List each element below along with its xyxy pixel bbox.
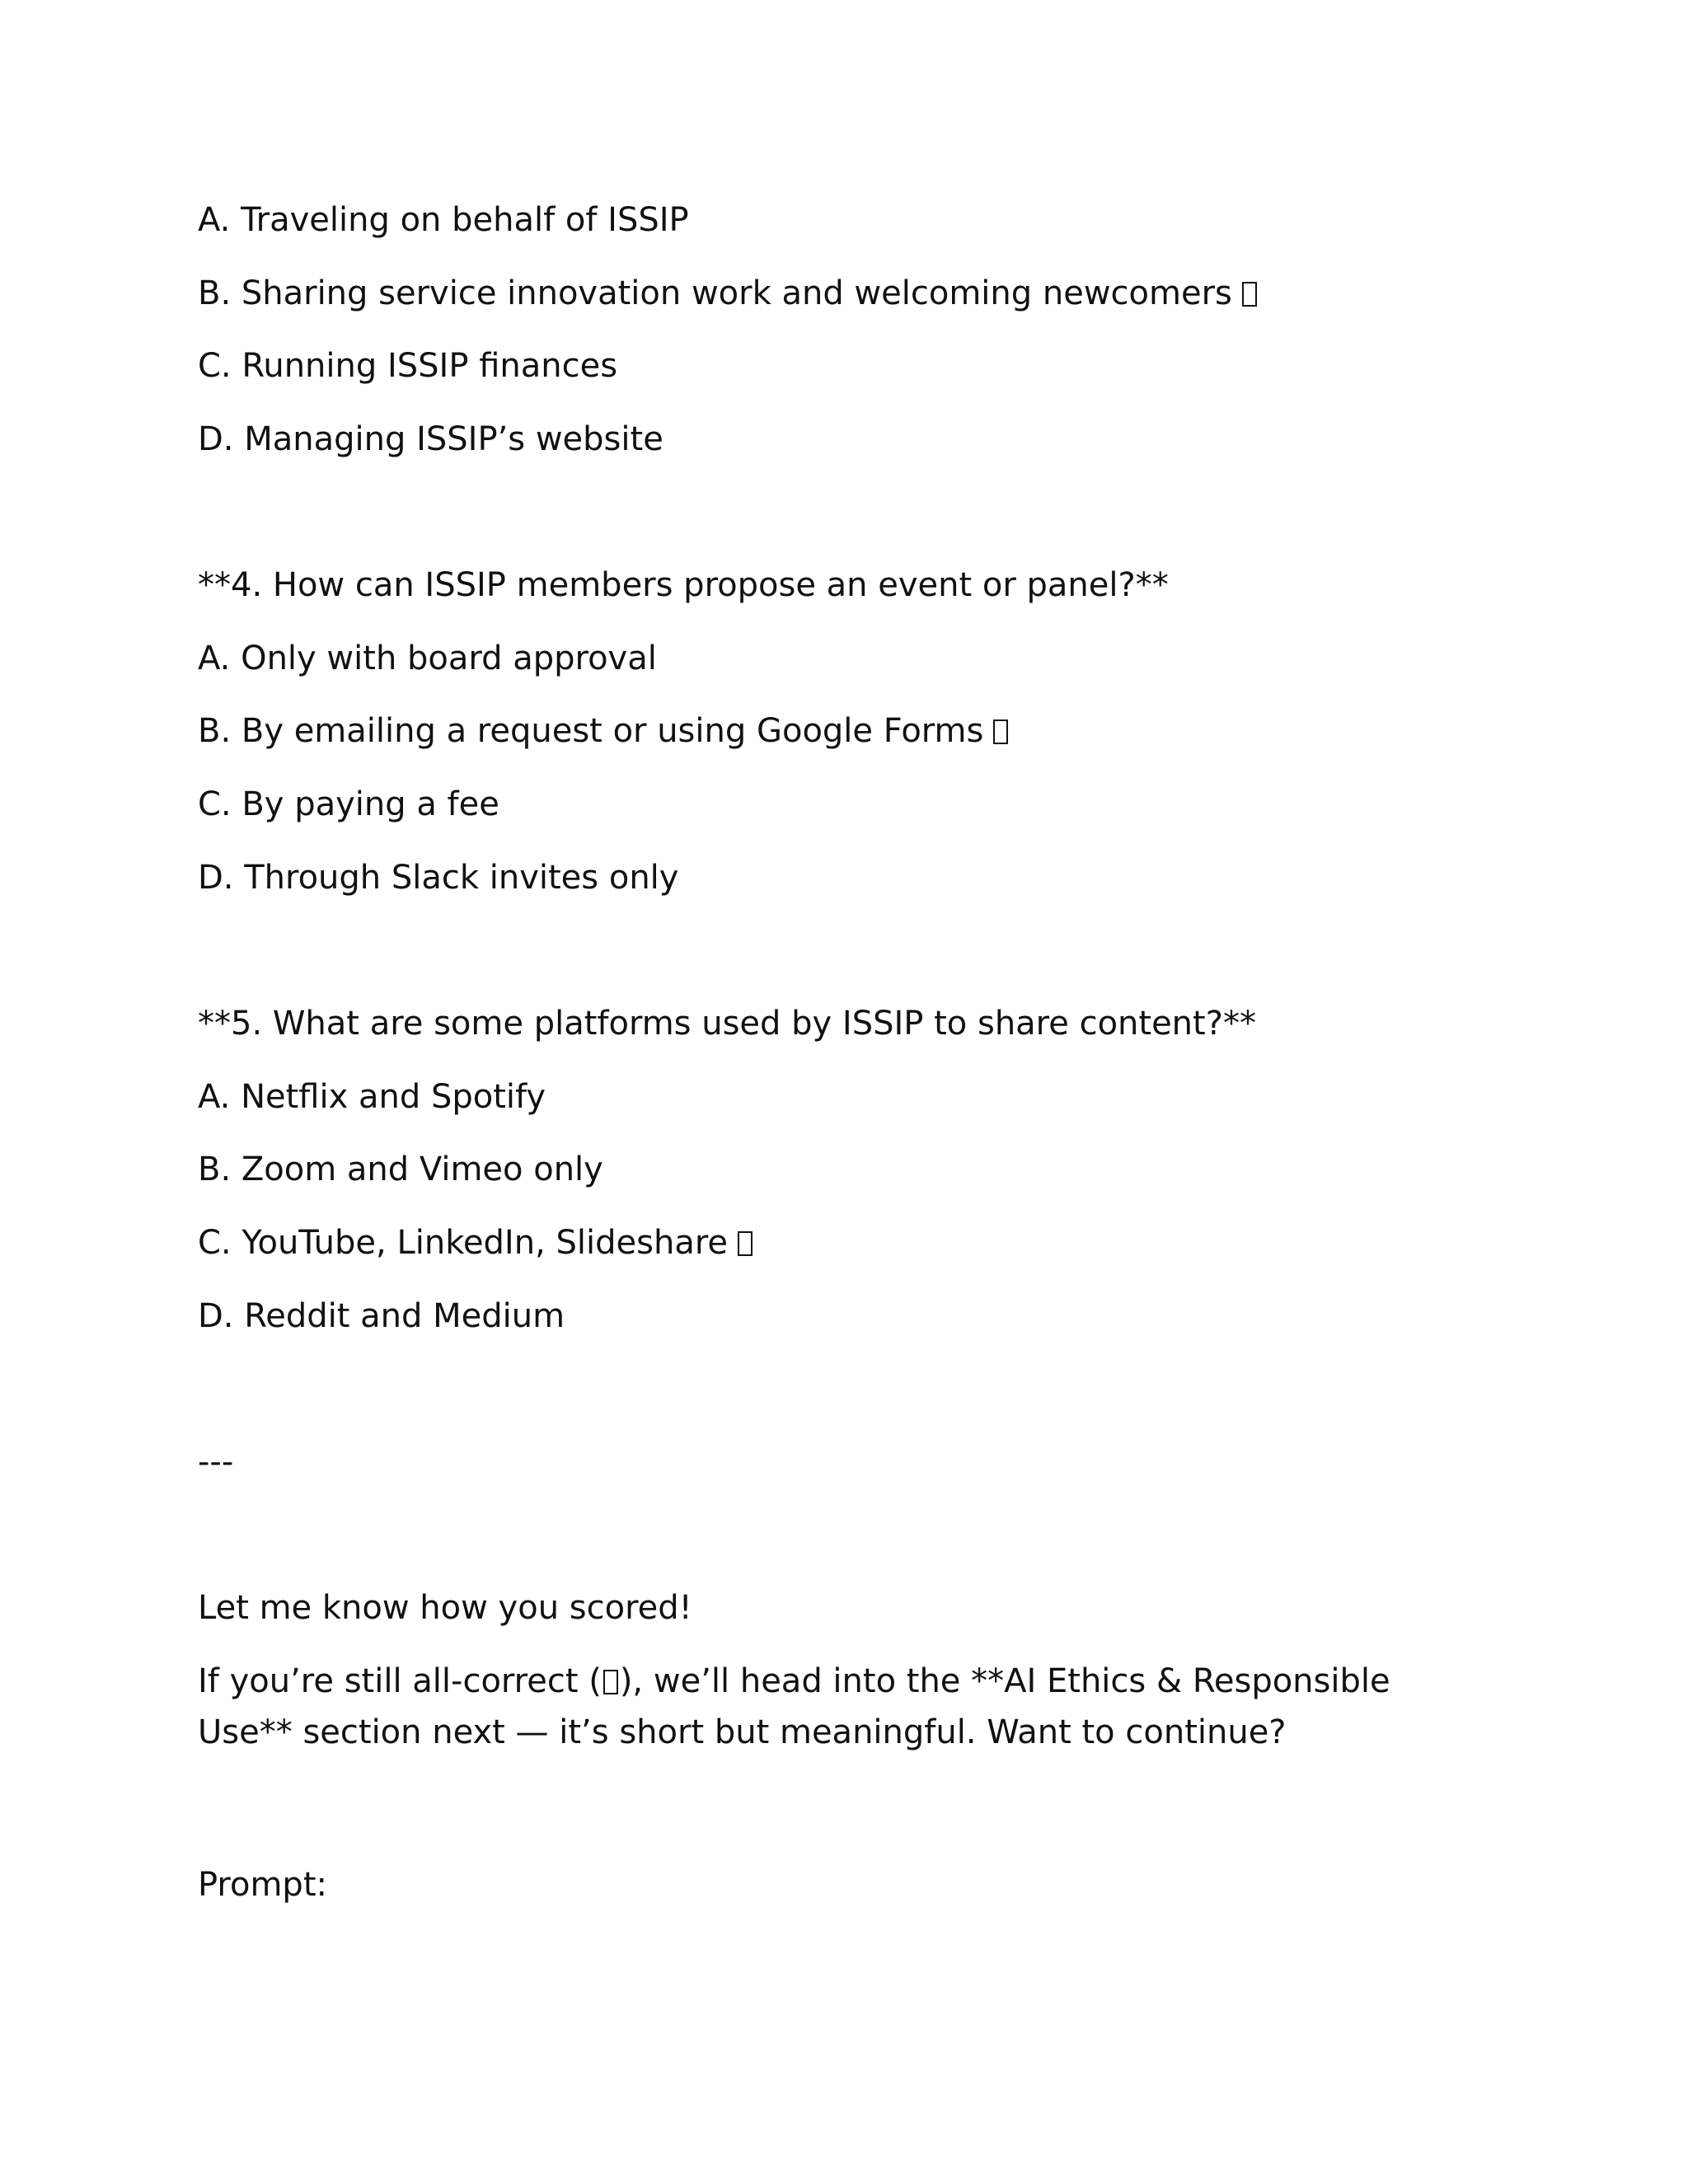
q4-option-d bbox=[198, 852, 678, 903]
closing-line-1-text: Let me know how you scored! bbox=[198, 1589, 692, 1627]
q3-option-d-text: D. Managing ISSIP’s website bbox=[198, 420, 663, 458]
q5-option-b-text: B. Zoom and Vimeo only bbox=[198, 1151, 603, 1188]
q5-option-c-text: C. YouTube, LinkedIn, Slideshare bbox=[198, 1224, 729, 1262]
q3-option-c bbox=[198, 340, 617, 391]
correct-mark-icon bbox=[738, 1231, 753, 1256]
correct-mark-icon bbox=[1242, 282, 1257, 307]
q4-option-a-text: A. Only with board approval bbox=[198, 640, 657, 677]
q3-option-a bbox=[198, 194, 689, 246]
q3-option-c-text: C. Running ISSIP finances bbox=[198, 347, 618, 385]
prompt-label bbox=[198, 1859, 327, 1910]
correct-mark-icon bbox=[993, 719, 1008, 744]
closing-paragraph-end: ), we’ll head into the **AI Ethics & Responsible Use** section next — it’s short but meaningful. Want to continue? bbox=[198, 1662, 1390, 1751]
q4-option-b bbox=[198, 705, 1010, 757]
closing-line-1 bbox=[198, 1582, 692, 1633]
separator-text: --- bbox=[198, 1443, 234, 1481]
closing-paragraph bbox=[198, 1656, 1451, 1758]
q3-option-a-text: A. Traveling on behalf of ISSIP bbox=[198, 201, 689, 239]
q4-option-d-text: D. Through Slack invites only bbox=[198, 859, 679, 897]
q3-option-d bbox=[198, 414, 663, 465]
prompt-label-text: Prompt: bbox=[198, 1866, 327, 1904]
q4-option-b-text: B. By emailing a request or using Google Forms bbox=[198, 712, 984, 750]
q5-option-a-text: A. Netflix and Spotify bbox=[198, 1078, 546, 1116]
q5-option-d bbox=[198, 1291, 565, 1342]
q4-option-a bbox=[198, 633, 657, 684]
q4-title bbox=[198, 560, 1169, 611]
q5-option-a bbox=[198, 1071, 546, 1122]
q4-option-c-text: C. By paying a fee bbox=[198, 785, 499, 823]
q3-option-b bbox=[198, 268, 1259, 319]
q4-title-text: **4. How can ISSIP members propose an event or panel?** bbox=[198, 566, 1169, 604]
q4-option-c bbox=[198, 779, 499, 830]
closing-paragraph-start: If you’re still all-correct ( bbox=[198, 1662, 602, 1700]
q5-option-d-text: D. Reddit and Medium bbox=[198, 1297, 565, 1335]
correct-mark-icon bbox=[603, 1670, 618, 1694]
q5-option-c bbox=[198, 1217, 754, 1268]
separator bbox=[198, 1436, 233, 1488]
q5-option-b bbox=[198, 1144, 603, 1195]
q5-title bbox=[198, 998, 1256, 1049]
q3-option-b-text: B. Sharing service innovation work and welcoming newcomers bbox=[198, 274, 1232, 312]
q5-title-text: **5. What are some platforms used by ISSIP to share content?** bbox=[198, 1005, 1256, 1043]
